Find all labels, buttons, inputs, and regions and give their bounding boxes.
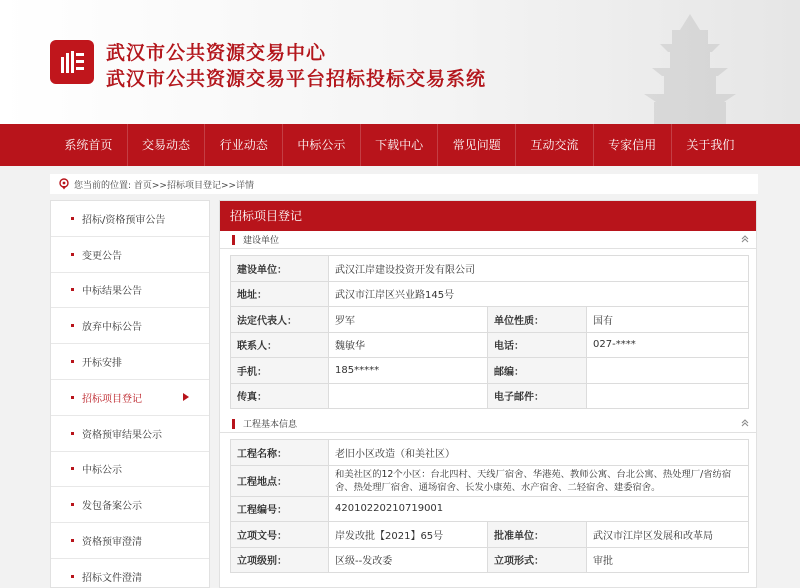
field-value-approval-unit: 武汉市江岸区发展和改革局 — [587, 522, 749, 548]
field-value-project-code: 42010220210719001 — [329, 496, 749, 522]
sidebar-item-label: 招标项目登记 — [82, 393, 142, 405]
active-arrow-icon — [183, 393, 189, 401]
field-label: 单位性质： — [488, 307, 587, 333]
nav-industry-news[interactable]: 行业动态 — [205, 124, 283, 166]
breadcrumb — [50, 174, 758, 194]
nav-award-notice[interactable]: 中标公示 — [283, 124, 361, 166]
table-row — [231, 440, 749, 466]
sidebar-item-project-registration[interactable] — [51, 380, 209, 416]
sidebar-item-award-publicity[interactable] — [51, 452, 209, 488]
field-value-nature: 国有 — [587, 307, 749, 333]
table-row — [231, 547, 749, 573]
table-row — [231, 465, 749, 496]
sidebar-item-label: 发包备案公示 — [82, 501, 142, 513]
section-title: 建设单位 — [243, 236, 280, 246]
bullet-icon — [71, 467, 74, 470]
nav-interact[interactable]: 互动交流 — [516, 124, 594, 166]
sidebar-item-label: 招标/资格预审公告 — [82, 214, 166, 226]
table-row — [231, 256, 749, 282]
table-row — [231, 383, 749, 409]
field-value-location: 和美社区的12个小区：台北四村、天线厂宿舍、华港苑、教师公寓、台北公寓、热处理厂/省纺宿舍、热处理厂宿舍、通场宿舍、长发小康苑、水产宿舍、二轻宿舍、建委宿舍。 — [329, 465, 749, 496]
section-header-builder[interactable] — [220, 231, 756, 249]
sidebar-item-tender-clarify[interactable] — [51, 559, 209, 588]
field-value-approval-no: 岸发改批【2021】65号 — [329, 522, 488, 548]
section-header-project[interactable] — [220, 415, 756, 433]
field-value-email — [587, 383, 749, 409]
nav-expert-credit[interactable]: 专家信用 — [594, 124, 672, 166]
field-label: 联系人： — [231, 332, 329, 358]
section-marker-icon — [232, 235, 235, 245]
field-value-form: 审批 — [587, 547, 749, 573]
nav-faq[interactable]: 常见问题 — [438, 124, 516, 166]
sidebar — [50, 200, 210, 588]
field-label: 立项形式： — [488, 547, 587, 573]
bullet-icon — [71, 396, 74, 399]
bullet-icon — [71, 575, 74, 578]
field-label: 工程名称： — [231, 440, 329, 466]
bullet-icon — [71, 324, 74, 327]
table-row — [231, 522, 749, 548]
field-value-level: 区级--发改委 — [329, 547, 488, 573]
nav-about[interactable]: 关于我们 — [686, 138, 735, 152]
sidebar-item-tender-notice[interactable] — [51, 201, 209, 237]
field-value-project-name: 老旧小区改造（和美社区） — [329, 440, 749, 466]
sidebar-item-label: 开标安排 — [82, 358, 122, 370]
sidebar-item-prequal-result[interactable] — [51, 416, 209, 452]
field-label: 法定代表人： — [231, 307, 329, 333]
bullet-icon — [71, 360, 74, 363]
field-value-contact: 魏敏华 — [329, 332, 488, 358]
sidebar-item-award-result[interactable] — [51, 273, 209, 309]
site-title: 武汉市公共资源交易中心 — [106, 42, 327, 64]
field-label: 地址： — [231, 281, 329, 307]
sidebar-item-prequal-clarify[interactable] — [51, 523, 209, 559]
table-row — [231, 307, 749, 333]
tower-watermark-icon — [620, 10, 760, 124]
nav-trade-news[interactable]: 交易动态 — [128, 124, 206, 166]
sidebar-item-label: 资格预审结果公示 — [82, 429, 162, 441]
field-value-postcode — [587, 358, 749, 384]
field-value-mobile: 185***** — [329, 358, 488, 384]
field-value-phone: 027-**** — [587, 332, 749, 358]
sidebar-item-label: 招标文件澄清 — [82, 572, 142, 584]
sidebar-item-label: 变更公告 — [82, 250, 122, 262]
field-value-unit: 武汉江岸建设投资开发有限公司 — [329, 256, 749, 282]
sidebar-item-change-notice[interactable] — [51, 237, 209, 273]
table-row — [231, 332, 749, 358]
panel-title: 招标项目登记 — [220, 201, 756, 231]
sidebar-item-bid-opening[interactable] — [51, 344, 209, 380]
sidebar-item-label: 资格预审澄清 — [82, 537, 142, 549]
field-label: 立项级别： — [231, 547, 329, 573]
logo-icon[interactable] — [50, 40, 94, 84]
field-label: 手机： — [231, 358, 329, 384]
field-label: 电话： — [488, 332, 587, 358]
detail-panel — [219, 200, 757, 588]
bullet-icon — [71, 253, 74, 256]
field-label: 立项文号： — [231, 522, 329, 548]
table-row — [231, 281, 749, 307]
site-subtitle: 武汉市公共资源交易平台招标投标交易系统 — [106, 68, 487, 90]
collapse-chevron-icon[interactable] — [740, 234, 750, 244]
sidebar-item-contract-filing[interactable] — [51, 487, 209, 523]
field-value-legal-rep: 罗军 — [329, 307, 488, 333]
location-pin-icon — [58, 178, 70, 190]
table-row — [231, 496, 749, 522]
field-value-address: 武汉市江岸区兴业路145号 — [329, 281, 749, 307]
field-label: 批准单位： — [488, 522, 587, 548]
bullet-icon — [71, 217, 74, 220]
section-title: 工程基本信息 — [243, 420, 298, 430]
bullet-icon — [71, 539, 74, 542]
bullet-icon — [71, 503, 74, 506]
collapse-chevron-icon[interactable] — [740, 418, 750, 428]
bullet-icon — [71, 288, 74, 291]
sidebar-item-abandon-award[interactable] — [51, 308, 209, 344]
field-value-fax — [329, 383, 488, 409]
table-row — [231, 358, 749, 384]
field-label: 传真： — [231, 383, 329, 409]
nav-download[interactable]: 下载中心 — [361, 124, 439, 166]
nav-home[interactable]: 系统首页 — [50, 124, 128, 166]
sidebar-item-label: 中标结果公告 — [82, 286, 142, 298]
field-label: 建设单位： — [231, 256, 329, 282]
field-label: 邮编： — [488, 358, 587, 384]
section-marker-icon — [232, 419, 235, 429]
builder-info-table — [230, 255, 749, 409]
main-nav — [0, 124, 800, 166]
bullet-icon — [71, 432, 74, 435]
breadcrumb-text: 您当前的位置: 首页>>招标项目登记>>详情 — [74, 180, 255, 191]
project-info-table — [230, 439, 749, 573]
field-label: 工程编号： — [231, 496, 329, 522]
sidebar-item-label: 中标公示 — [82, 465, 122, 477]
sidebar-item-label: 放弃中标公告 — [82, 322, 142, 334]
site-header — [0, 0, 800, 124]
field-label: 工程地点： — [231, 465, 329, 496]
field-label: 电子邮件： — [488, 383, 587, 409]
